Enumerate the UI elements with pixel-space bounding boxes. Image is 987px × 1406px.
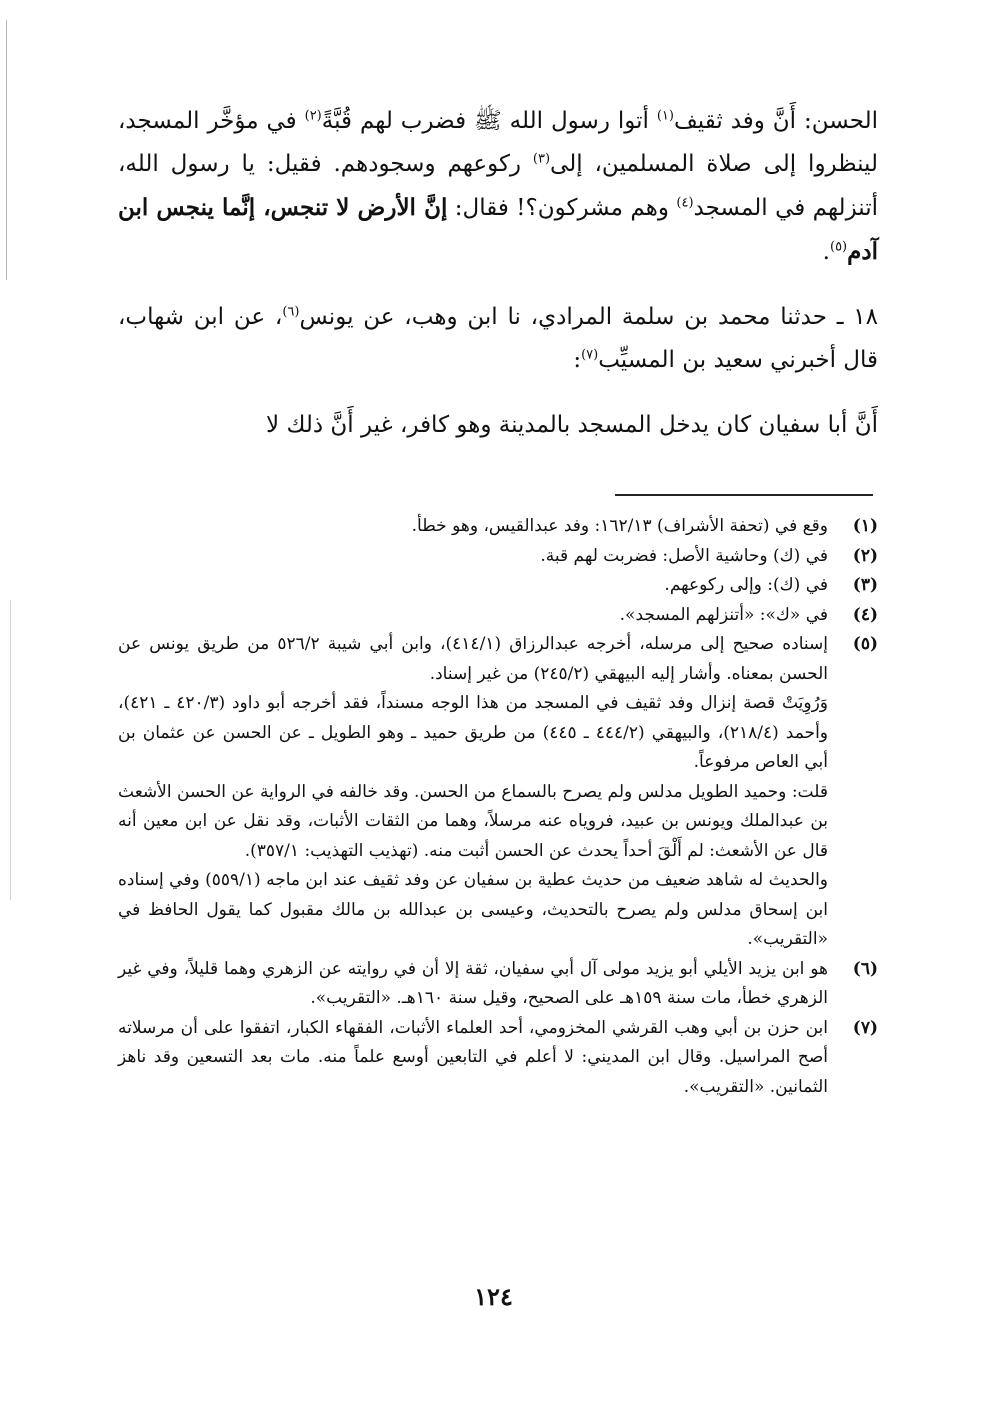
footnote-number: (٤) [852,604,878,625]
footnote-item [118,1014,878,1103]
footnote-ref-2[interactable]: (٢) [304,108,322,124]
footnote-item [118,571,878,601]
footnote-item [118,512,878,542]
text-run: : [573,347,582,373]
footnote-body [118,630,828,955]
footnote-divider [615,494,873,496]
footnote-body [118,1014,828,1103]
footnote-item [118,630,878,955]
text-run: ركوعهم وسجودهم. فقيل: يا رسول الله، أتنزلهم في المسجد [118,151,878,221]
footnote-number: (٢) [852,545,878,566]
footnote-paragraph: ابن حزن بن أبي وهب القرشي المخزومي، أحد العلماء الأثبات، الفقهاء الكبار، اتفقوا على أن مرسلاته أصح المراسيل. وقال ابن المديني: لا أعلم في التابعين أوسع علماً منه. مات بعد التسعين وقد ناهز الثمانين. «التقريب». [118,1017,828,1097]
footnote-item [118,542,878,572]
footnote-paragraph: هو ابن يزيد الأيلي أبو يزيد مولى آل أبي سفيان، ثقة إلا أن في روايته عن الزهري وهما قليلاً، وفي غير الزهري خطأ، مات سنة ١٥٩هـ على الصحيح، وقيل سنة ١٦٠هـ. «التقريب». [118,958,828,1008]
footnote-item [118,601,878,631]
text-run: وهم مشركون؟! فقال: [447,195,677,221]
footnote-body [118,955,828,1014]
footnote-paragraph: والحديث له شاهد ضعيف من حديث عطية بن سفيان عن وفد ثقيف عند ابن ماجه (٥٥٩/١) وفي إسناده ابن إسحاق مدلس ولم يصرح بالتحديث، وعيسى بن عبدالله بن مالك مقبول كما يقول الحافظ في «التقريب». [118,870,829,949]
footnote-ref-4[interactable]: (٤) [676,195,694,211]
main-paragraph-3 [118,404,878,447]
footnote-ref-7[interactable]: (٧) [581,347,599,363]
footnote-paragraph: في (ك): وإلى ركوعهم. [664,575,828,595]
footnotes-section [118,512,878,1102]
footnote-paragraph: إسناده صحيح إلى مرسله، أخرجه عبدالرزاق (٤١٤/١)، وابن أبي شيبة ٥٢٦/٢ من طريق يونس عن الحسن بمعناه. وأشار إليه البيهقي (٢٤٥/٢) من غير إسناد. [118,634,828,684]
footnote-paragraph: في «ك»: «أتنزلهم المسجد». [619,604,828,625]
footnote-paragraph: قلت: وحميد الطويل مدلس ولم يصرح بالسماع من الحسن. وقد خالفه في الرواية عن الحسن الأشعث بن عبدالملك ويونس بن عبيد، فروياه عنه مرسلاً، وهما من الثقات الأثبات، وقد نقل عن ابن معين أنه قال عن الأشعث: لم أَلْقَ أحداً يحدث عن الحسن أثبت منه. (تهذيب التهذيب: ٣٥٧/١). [118,781,828,861]
footnote-paragraph: في (ك) وحاشية الأصل: فضربت لهم قبة. [540,545,828,566]
scan-edge-mark [10,600,11,900]
text-run: . [822,239,830,265]
text-run: أتوا رسول الله ﷺ فضرب لهم قُبَّةً [321,108,657,134]
footnote-item [118,955,878,1014]
hadith-text-bold: إنَّ الأرض لا تنجس، إنَّما ينجس ابن آدم [118,194,878,265]
footnote-number: (٧) [852,1017,878,1038]
page-body [118,100,878,469]
footnote-ref-1[interactable]: (١) [656,108,674,124]
main-paragraph-1 [118,100,878,274]
page-number: ١٢٤ [474,1282,513,1311]
footnote-ref-6[interactable]: (٦) [282,304,300,320]
main-text [118,100,878,447]
footnote-number: (٦) [852,958,878,979]
text-run: الحسن: أَنَّ وفد ثقيف [673,108,879,134]
footnote-paragraph: وَرُوِيَتْ قصة إنزال وفد ثقيف في المسجد من هذا الوجه مسنداً، فقد أخرجه أبو داود (٤٢٠/٣ ـ ٤٢١)، وأحمد (٢١٨/٤)، والبيهقي (٤٤٤/٢ ـ ٤٤٥) من طريق حميد ـ وهو الطويل ـ عن الحسن عن عثمان بن أبي العاص مرفوعاً. [118,693,829,772]
footnote-number: (٥) [852,634,878,654]
footnote-body [118,542,828,572]
text-run: ١٨ ـ حدثنا محمد بن سلمة المرادي، نا ابن وهب، عن يونس [299,304,878,330]
footnote-body [118,571,828,601]
footnote-ref-5[interactable]: (٥) [829,239,848,255]
text-run: أَنَّ أبا سفيان كان يدخل المسجد بالمدينة وهو كافر، غير أَنَّ ذلك لا [266,412,878,438]
main-paragraph-2 [118,296,878,382]
footnote-number: (٣) [852,575,878,595]
scan-edge-mark [6,20,7,280]
footnote-body [118,601,828,631]
footnote-paragraph: وقع في (تحفة الأشراف) ١٦٢/١٣: وفد عبدالقيس، وهو خطأ. [411,516,828,536]
footnote-number: (١) [852,516,878,536]
footnote-body [118,512,828,542]
text-run: ، عن ابن شهاب، قال أخبرني سعيد بن المسيِّب [118,304,878,373]
text-run: في مؤخَّر المسجد، لينظروا إلى صلاة المسلمين، إلى [118,108,878,177]
footnote-ref-3[interactable]: (٣) [532,151,551,167]
